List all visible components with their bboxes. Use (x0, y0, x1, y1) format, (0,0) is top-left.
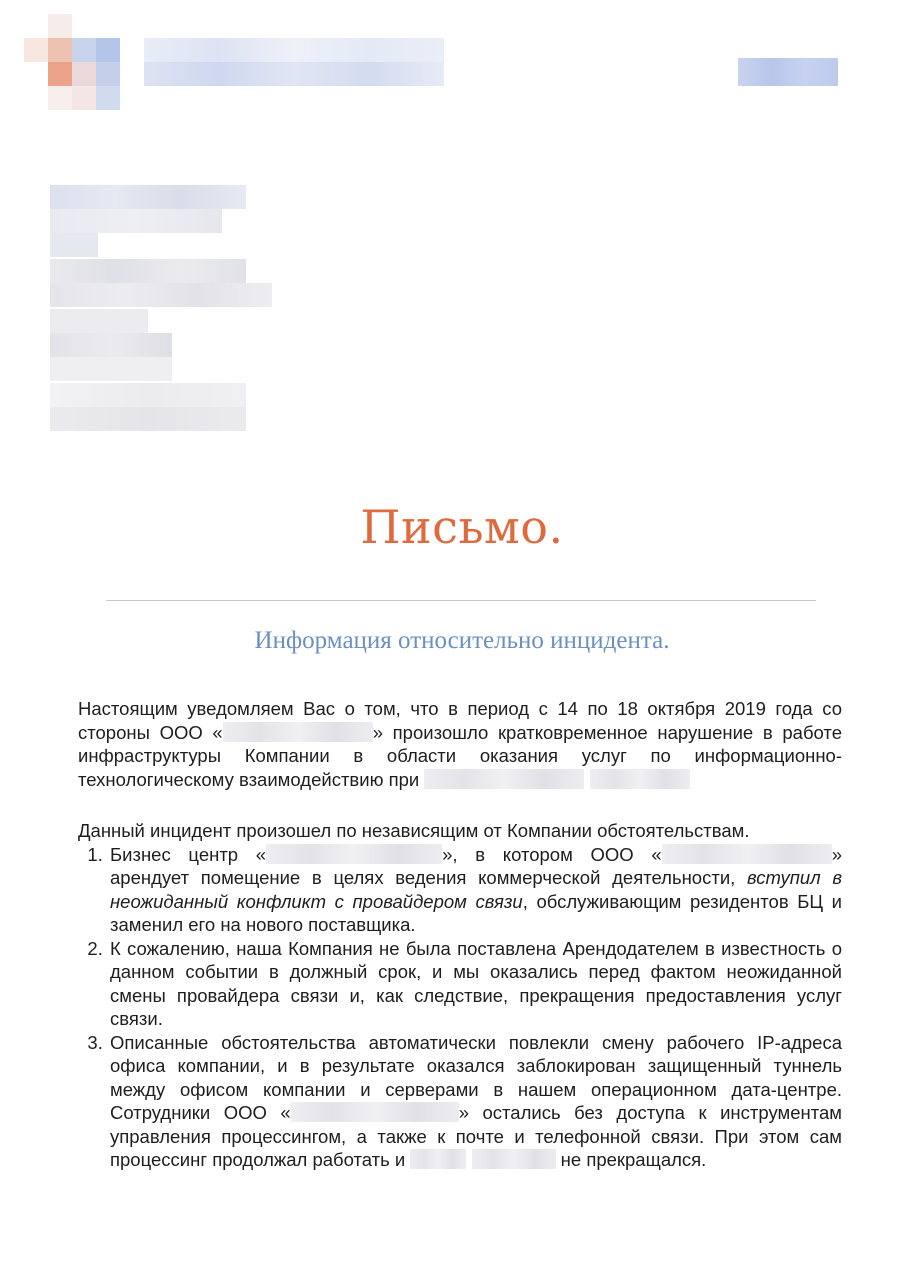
item1-emphasis: вступил в неожиданный конфликт с провайдером связи (110, 867, 842, 912)
letter-subtitle: Информация относительно инцидента. (254, 627, 670, 654)
redacted-service-name-continued (472, 1149, 556, 1169)
letter-title: Письмо. (360, 500, 564, 554)
item3-text-2: » остались без доступа к инструментам управления процессингом, а также к почте и телефонной связи. При этом сам процессинг продолжал работать и (110, 1102, 842, 1170)
item3-text-3: не прекращался. (555, 1149, 707, 1170)
item1-text-3: » арендует помещение в целях ведения коммерческой деятельности, (110, 843, 843, 888)
list-item: 2. К сожалению, наша Компания не была поставлена Арендодателем в известность о данном событии в должный срок, и мы оказались перед фактом неожиданной смены провайдера связи и, как следствие, прекращения предоставления услуг связи. (108, 937, 842, 1031)
redacted-address (50, 185, 300, 435)
paragraph-intro: Данный инцидент произошел по независящим от Компании обстоятельствам. (78, 820, 750, 841)
circumstances-list (78, 843, 842, 1172)
redacted-company-name (223, 722, 373, 742)
title-divider (106, 600, 816, 601)
redacted-company-name (291, 1102, 459, 1122)
item3-text-1: Описанные обстоятельства автоматически повлекли смену рабочего IP-адреса офиса компании, и в результате оказался заблокирован защищенный туннель между офисом компании и серверами в нашем операционном дата-центре. Сотрудники ООО « (110, 1031, 842, 1123)
notice-text-2: » произошло кратковременное нарушение в работе инфраструктуры Компании в области оказания услуг по информационно-технологическому взаимодействию при (78, 721, 842, 790)
redacted-company-name (662, 844, 832, 864)
list-item (108, 843, 842, 937)
notice-text-1: Настоящим уведомляем Вас о том, что в период с 14 по 18 октября 2019 года со стороны ООО « (78, 698, 842, 743)
item1-text-2: », в котором ООО « (442, 843, 662, 865)
redacted-service-name (410, 1149, 466, 1169)
redacted-logo (24, 14, 424, 114)
item1-text-1: Бизнес центр « (110, 843, 267, 865)
redacted-badge (738, 58, 838, 86)
list-item (108, 1031, 842, 1172)
paragraph-notice (78, 697, 842, 791)
item1-text-4: , обслуживающим резидентов БЦ и заменил его на нового поставщика. (110, 890, 842, 935)
redacted-business-center (266, 844, 442, 864)
letter-body (78, 697, 842, 1172)
redacted-service-name-continued (590, 769, 690, 789)
redacted-service-name (424, 769, 584, 789)
